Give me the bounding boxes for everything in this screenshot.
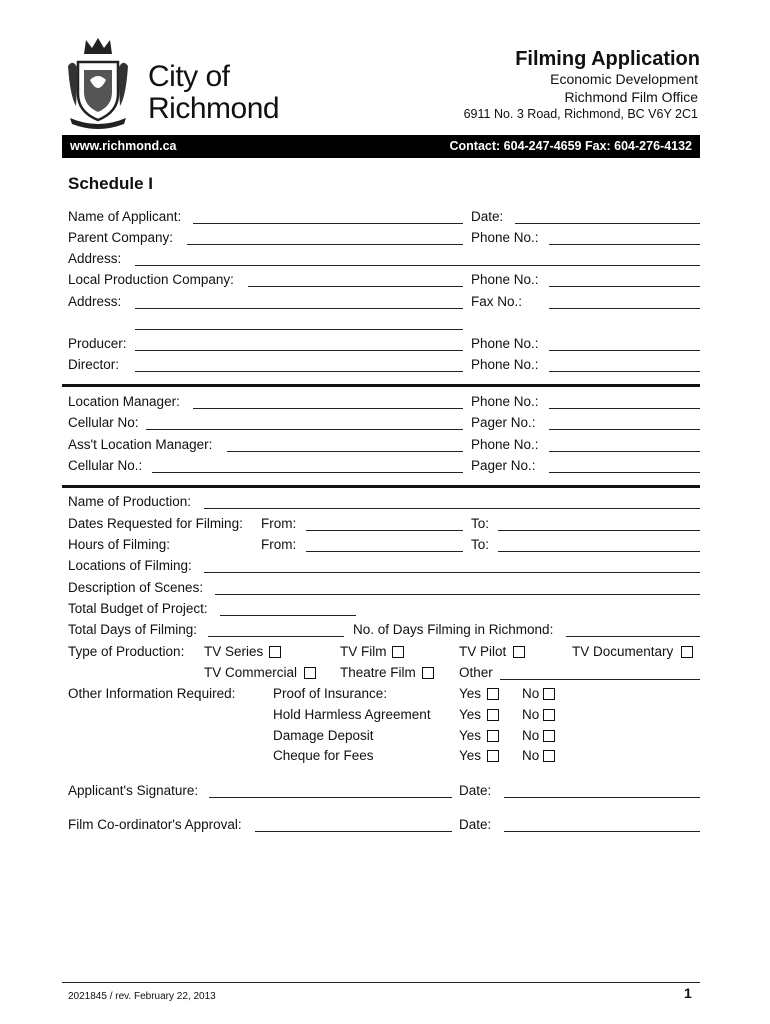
asst-manager-label: Ass't Location Manager: bbox=[68, 437, 213, 452]
pager2-field[interactable] bbox=[549, 472, 700, 473]
tv-pilot-checkbox[interactable] bbox=[513, 646, 525, 658]
address-field[interactable] bbox=[135, 265, 700, 266]
logo-text-city: City of bbox=[148, 60, 230, 93]
to-label: To: bbox=[471, 537, 490, 552]
signature-date-label: Date: bbox=[459, 783, 492, 798]
parent-phone-field[interactable] bbox=[549, 244, 700, 245]
director-field[interactable] bbox=[135, 371, 463, 372]
yes-label: Yes bbox=[459, 707, 482, 722]
website-link[interactable]: www.richmond.ca bbox=[70, 139, 177, 153]
production-name-label: Name of Production: bbox=[68, 494, 192, 509]
pager-field[interactable] bbox=[549, 429, 700, 430]
address2-label: Address: bbox=[68, 294, 122, 309]
date-label: Date: bbox=[471, 209, 504, 224]
city-crest-logo bbox=[66, 36, 130, 130]
cellular-field[interactable] bbox=[146, 429, 463, 430]
no-label: No bbox=[522, 707, 540, 722]
cellular-label: Cellular No: bbox=[68, 415, 139, 430]
manager-phone-field[interactable] bbox=[549, 408, 700, 409]
location-manager-field[interactable] bbox=[193, 408, 463, 409]
date-field[interactable] bbox=[515, 223, 700, 224]
other-field[interactable] bbox=[500, 679, 700, 680]
producer-field[interactable] bbox=[135, 350, 463, 351]
applicant-name-label: Name of Applicant: bbox=[68, 209, 182, 224]
phone-label: Phone No.: bbox=[471, 230, 539, 245]
yes-label: Yes bbox=[459, 686, 482, 701]
requirement-label: Proof of Insurance: bbox=[273, 686, 388, 701]
schedule-heading: Schedule I bbox=[68, 174, 154, 193]
hours-label: Hours of Filming: bbox=[68, 537, 171, 552]
from-label: From: bbox=[261, 516, 297, 531]
from-label: From: bbox=[261, 537, 297, 552]
tv-series-checkbox[interactable] bbox=[269, 646, 281, 658]
locations-label: Locations of Filming: bbox=[68, 558, 192, 573]
yes-label: Yes bbox=[459, 748, 482, 763]
requirement-label: Hold Harmless Agreement bbox=[273, 707, 431, 722]
section-divider bbox=[62, 485, 700, 488]
footer-divider bbox=[62, 982, 700, 983]
insurance-yes-checkbox[interactable] bbox=[487, 688, 499, 700]
dates-requested-label: Dates Requested for Filming: bbox=[68, 516, 243, 531]
section-divider bbox=[62, 384, 700, 387]
damage-deposit-no-checkbox[interactable] bbox=[543, 730, 555, 742]
contact-bar bbox=[62, 135, 700, 158]
tv-commercial-checkbox[interactable] bbox=[304, 667, 316, 679]
days-richmond-label: No. of Days Filming in Richmond: bbox=[353, 622, 554, 637]
description-field[interactable] bbox=[215, 594, 700, 595]
tv-pilot-label: TV Pilot bbox=[459, 644, 507, 659]
tv-series-label: TV Series bbox=[204, 644, 264, 659]
fax-field[interactable] bbox=[549, 308, 700, 309]
phone-label: Phone No.: bbox=[471, 437, 539, 452]
address-label: Address: bbox=[68, 251, 122, 266]
no-label: No bbox=[522, 728, 540, 743]
applicant-signature-field[interactable] bbox=[209, 797, 452, 798]
type-label: Type of Production: bbox=[68, 644, 185, 659]
pager-label: Pager No.: bbox=[471, 458, 536, 473]
director-phone-field[interactable] bbox=[549, 371, 700, 372]
location-manager-label: Location Manager: bbox=[68, 394, 180, 409]
page-title: Filming Application bbox=[515, 48, 700, 70]
signature-date-field[interactable] bbox=[504, 797, 700, 798]
cheque-yes-checkbox[interactable] bbox=[487, 750, 499, 762]
producer-phone-field[interactable] bbox=[549, 350, 700, 351]
other-label: Other bbox=[459, 665, 493, 680]
hours-to-field[interactable] bbox=[498, 551, 700, 552]
other-info-label: Other Information Required: bbox=[68, 686, 236, 701]
document-id: 2021845 / rev. February 22, 2013 bbox=[68, 991, 216, 1002]
theatre-film-checkbox[interactable] bbox=[422, 667, 434, 679]
yes-label: Yes bbox=[459, 728, 482, 743]
to-label: To: bbox=[471, 516, 490, 531]
requirement-label: Damage Deposit bbox=[273, 728, 374, 743]
tv-documentary-checkbox[interactable] bbox=[681, 646, 693, 658]
hold-harmless-yes-checkbox[interactable] bbox=[487, 709, 499, 721]
office-address: 6911 No. 3 Road, Richmond, BC V6Y 2C1 bbox=[463, 107, 698, 121]
insurance-no-checkbox[interactable] bbox=[543, 688, 555, 700]
local-phone-field[interactable] bbox=[549, 286, 700, 287]
pager-label: Pager No.: bbox=[471, 415, 536, 430]
cheque-no-checkbox[interactable] bbox=[543, 750, 555, 762]
local-production-field[interactable] bbox=[248, 286, 463, 287]
budget-field[interactable] bbox=[220, 615, 356, 616]
asst-manager-field[interactable] bbox=[227, 451, 463, 452]
days-richmond-field[interactable] bbox=[566, 636, 700, 637]
contact-info: Contact: 604-247-4659 Fax: 604-276-4132 bbox=[449, 139, 692, 153]
days-field[interactable] bbox=[208, 636, 344, 637]
fax-label: Fax No.: bbox=[471, 294, 523, 309]
theatre-film-label: Theatre Film bbox=[340, 665, 416, 680]
requirement-label: Cheque for Fees bbox=[273, 748, 374, 763]
cellular2-label: Cellular No.: bbox=[68, 458, 143, 473]
dates-from-field[interactable] bbox=[306, 530, 463, 531]
director-label: Director: bbox=[68, 357, 120, 372]
page-number: 1 bbox=[684, 985, 692, 1001]
address2-field[interactable] bbox=[135, 308, 463, 309]
hold-harmless-no-checkbox[interactable] bbox=[543, 709, 555, 721]
logo-text-richmond: Richmond bbox=[148, 92, 280, 125]
local-production-label: Local Production Company: bbox=[68, 272, 234, 287]
phone-label: Phone No.: bbox=[471, 336, 539, 351]
approval-date-label: Date: bbox=[459, 817, 492, 832]
parent-company-field[interactable] bbox=[187, 244, 463, 245]
coordinator-approval-field[interactable] bbox=[255, 831, 452, 832]
cellular2-field[interactable] bbox=[152, 472, 463, 473]
producer-label: Producer: bbox=[68, 336, 127, 351]
locations-field[interactable] bbox=[204, 572, 700, 573]
tv-film-checkbox[interactable] bbox=[392, 646, 404, 658]
office-name: Richmond Film Office bbox=[564, 89, 698, 105]
asst-phone-field[interactable] bbox=[549, 451, 700, 452]
no-label: No bbox=[522, 686, 540, 701]
tv-film-label: TV Film bbox=[340, 644, 387, 659]
budget-label: Total Budget of Project: bbox=[68, 601, 208, 616]
phone-label: Phone No.: bbox=[471, 394, 539, 409]
phone-label: Phone No.: bbox=[471, 357, 539, 372]
phone-label: Phone No.: bbox=[471, 272, 539, 287]
applicant-signature-label: Applicant's Signature: bbox=[68, 783, 199, 798]
approval-date-field[interactable] bbox=[504, 831, 700, 832]
tv-documentary-label: TV Documentary bbox=[572, 644, 674, 659]
department: Economic Development bbox=[550, 71, 698, 87]
hours-from-field[interactable] bbox=[306, 551, 463, 552]
coordinator-approval-label: Film Co-ordinator's Approval: bbox=[68, 817, 242, 832]
no-label: No bbox=[522, 748, 540, 763]
production-name-field[interactable] bbox=[204, 508, 700, 509]
damage-deposit-yes-checkbox[interactable] bbox=[487, 730, 499, 742]
tv-commercial-label: TV Commercial bbox=[204, 665, 298, 680]
applicant-name-field[interactable] bbox=[193, 223, 463, 224]
dates-to-field[interactable] bbox=[498, 530, 700, 531]
address2-field-line2[interactable] bbox=[135, 329, 463, 330]
description-label: Description of Scenes: bbox=[68, 580, 204, 595]
days-label: Total Days of Filming: bbox=[68, 622, 198, 637]
parent-company-label: Parent Company: bbox=[68, 230, 174, 245]
